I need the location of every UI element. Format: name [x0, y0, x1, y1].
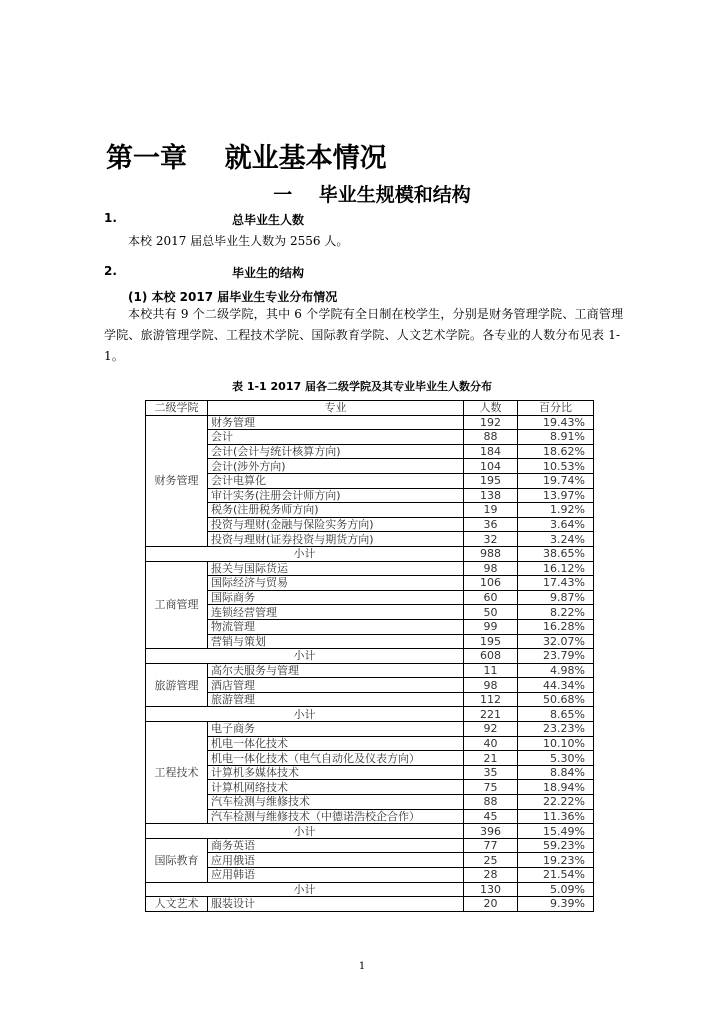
- percentage-cell: 11.36%: [518, 809, 594, 824]
- table-row: [146, 415, 594, 430]
- college-cell: 工程技术: [146, 722, 208, 824]
- count-cell: 32: [464, 532, 518, 547]
- percentage-cell: 19.74%: [518, 473, 594, 488]
- percentage-cell: 18.62%: [518, 444, 594, 459]
- table-row: [146, 736, 594, 751]
- count-cell: 40: [464, 736, 518, 751]
- subtotal-count: 221: [464, 707, 518, 722]
- major-cell: 财务管理: [208, 415, 464, 430]
- major-cell: 审计实务(注册会计师方向): [208, 488, 464, 503]
- college-cell: 财务管理: [146, 415, 208, 546]
- table-header-row: [146, 401, 594, 416]
- subtotal-count: 396: [464, 824, 518, 839]
- heading-1-text: 总毕业生人数: [232, 213, 305, 227]
- college-cell: 工商管理: [146, 561, 208, 649]
- major-cell: 会计(涉外方向): [208, 459, 464, 474]
- major-cell: 汽车检测与维修技术（中德诺浩校企合作）: [208, 809, 464, 824]
- major-cell: 会计(会计与统计核算方向): [208, 444, 464, 459]
- subtotal-count: 130: [464, 882, 518, 897]
- table-row: [146, 751, 594, 766]
- table-row: [146, 634, 594, 649]
- subtotal-row: [146, 882, 594, 897]
- percentage-cell: 21.54%: [518, 868, 594, 883]
- table-row: [146, 517, 594, 532]
- percentage-cell: 16.28%: [518, 619, 594, 634]
- section-title: 一 毕业生规模和结构: [273, 184, 471, 206]
- percentage-cell: 19.43%: [518, 415, 594, 430]
- table-row: [146, 561, 594, 576]
- subtotal-count: 988: [464, 546, 518, 561]
- table-row: [146, 473, 594, 488]
- table-row: [146, 590, 594, 605]
- percentage-cell: 50.68%: [518, 692, 594, 707]
- subtotal-percentage: 38.65%: [518, 546, 594, 561]
- subtotal-label: 小计: [146, 546, 464, 561]
- percentage-cell: 8.84%: [518, 765, 594, 780]
- count-cell: 11: [464, 663, 518, 678]
- percentage-cell: 23.23%: [518, 722, 594, 737]
- count-cell: 45: [464, 809, 518, 824]
- heading-2-number: 2.: [104, 264, 117, 278]
- table-row: [146, 853, 594, 868]
- page-number: 1: [358, 961, 366, 972]
- major-cell: 应用韩语: [208, 868, 464, 883]
- major-cell: 旅游管理: [208, 692, 464, 707]
- table-row: [146, 678, 594, 693]
- table-row: [146, 692, 594, 707]
- table-row: [146, 795, 594, 810]
- count-cell: 60: [464, 590, 518, 605]
- count-cell: 92: [464, 722, 518, 737]
- college-cell: 旅游管理: [146, 663, 208, 707]
- major-cell: 会计: [208, 430, 464, 445]
- table-row: [146, 663, 594, 678]
- header-percentage: 百分比: [518, 401, 594, 416]
- major-cell: 国际商务: [208, 590, 464, 605]
- percentage-cell: 32.07%: [518, 634, 594, 649]
- count-cell: 184: [464, 444, 518, 459]
- subtotal-label: 小计: [146, 824, 464, 839]
- table-row: [146, 780, 594, 795]
- major-cell: 物流管理: [208, 619, 464, 634]
- percentage-cell: 1.92%: [518, 503, 594, 518]
- table-row: [146, 576, 594, 591]
- major-cell: 机电一体化技术: [208, 736, 464, 751]
- table-caption: 表 1-1 2017 届各二级学院及其专业毕业生人数分布: [232, 380, 492, 393]
- percentage-cell: 19.23%: [518, 853, 594, 868]
- percentage-cell: 18.94%: [518, 780, 594, 795]
- count-cell: 192: [464, 415, 518, 430]
- count-cell: 77: [464, 838, 518, 853]
- percentage-cell: 9.39%: [518, 897, 594, 912]
- percentage-cell: 13.97%: [518, 488, 594, 503]
- table-row: [146, 444, 594, 459]
- major-cell: 营销与策划: [208, 634, 464, 649]
- subtotal-percentage: 8.65%: [518, 707, 594, 722]
- count-cell: 138: [464, 488, 518, 503]
- major-cell: 税务(注册税务师方向): [208, 503, 464, 518]
- major-cell: 电子商务: [208, 722, 464, 737]
- count-cell: 98: [464, 678, 518, 693]
- percentage-cell: 10.53%: [518, 459, 594, 474]
- subheading-major-distribution: (1) 本校 2017 届毕业生专业分布情况: [128, 290, 338, 304]
- percentage-cell: 44.34%: [518, 678, 594, 693]
- college-cell: 人文艺术: [146, 897, 208, 912]
- major-cell: 会计电算化: [208, 473, 464, 488]
- percentage-cell: 22.22%: [518, 795, 594, 810]
- table-row: [146, 809, 594, 824]
- subtotal-row: [146, 649, 594, 664]
- table-row: [146, 838, 594, 853]
- major-cell: 计算机网络技术: [208, 780, 464, 795]
- major-cell: 投资与理财(证券投资与期货方向): [208, 532, 464, 547]
- percentage-cell: 8.91%: [518, 430, 594, 445]
- subtotal-count: 608: [464, 649, 518, 664]
- subtotal-percentage: 15.49%: [518, 824, 594, 839]
- subtotal-row: [146, 707, 594, 722]
- header-college: 二级学院: [146, 401, 208, 416]
- count-cell: 50: [464, 605, 518, 620]
- table-row: [146, 722, 594, 737]
- major-cell: 应用俄语: [208, 853, 464, 868]
- major-cell: 高尔夫服务与管理: [208, 663, 464, 678]
- major-cell: 国际经济与贸易: [208, 576, 464, 591]
- subtotal-percentage: 23.79%: [518, 649, 594, 664]
- count-cell: 195: [464, 634, 518, 649]
- distribution-table: [145, 400, 594, 912]
- table-row: [146, 488, 594, 503]
- table-row: [146, 868, 594, 883]
- percentage-cell: 59.23%: [518, 838, 594, 853]
- paragraph-total-graduates: 本校 2017 届总毕业生人数为 2556 人。: [128, 234, 349, 248]
- header-major: 专业: [208, 401, 464, 416]
- count-cell: 36: [464, 517, 518, 532]
- paragraph-college-overview: 本校共有 9 个二级学院，其中 6 个学院有全日制在校学生，分别是财务管理学院、工商管理学院、旅游管理学院、工程技术学院、国际教育学院、人文艺术学院。各专业的人数分布见表 1-1。: [104, 307, 624, 363]
- count-cell: 88: [464, 430, 518, 445]
- major-cell: 报关与国际货运: [208, 561, 464, 576]
- count-cell: 75: [464, 780, 518, 795]
- percentage-cell: 3.24%: [518, 532, 594, 547]
- table-row: [146, 532, 594, 547]
- count-cell: 98: [464, 561, 518, 576]
- count-cell: 35: [464, 765, 518, 780]
- header-count: 人数: [464, 401, 518, 416]
- percentage-cell: 5.30%: [518, 751, 594, 766]
- count-cell: 28: [464, 868, 518, 883]
- subtotal-percentage: 5.09%: [518, 882, 594, 897]
- subtotal-row: [146, 546, 594, 561]
- major-cell: 商务英语: [208, 838, 464, 853]
- table-row: [146, 619, 594, 634]
- chapter-title: 第一章 就业基本情况: [106, 143, 387, 174]
- table-row: [146, 765, 594, 780]
- major-cell: 连锁经营管理: [208, 605, 464, 620]
- table-row: [146, 897, 594, 912]
- table-row: [146, 503, 594, 518]
- count-cell: 99: [464, 619, 518, 634]
- percentage-cell: 9.87%: [518, 590, 594, 605]
- major-cell: 服装设计: [208, 897, 464, 912]
- count-cell: 19: [464, 503, 518, 518]
- major-cell: 汽车检测与维修技术: [208, 795, 464, 810]
- count-cell: 104: [464, 459, 518, 474]
- count-cell: 25: [464, 853, 518, 868]
- percentage-cell: 4.98%: [518, 663, 594, 678]
- table-row: [146, 605, 594, 620]
- percentage-cell: 17.43%: [518, 576, 594, 591]
- subtotal-label: 小计: [146, 707, 464, 722]
- college-cell: 国际教育: [146, 838, 208, 882]
- table-row: [146, 459, 594, 474]
- major-cell: 计算机多媒体技术: [208, 765, 464, 780]
- count-cell: 106: [464, 576, 518, 591]
- heading-2-text: 毕业生的结构: [232, 266, 305, 280]
- count-cell: 195: [464, 473, 518, 488]
- count-cell: 21: [464, 751, 518, 766]
- subtotal-label: 小计: [146, 649, 464, 664]
- heading-1-number: 1.: [104, 211, 117, 225]
- major-cell: 机电一体化技术（电气自动化及仪表方向）: [208, 751, 464, 766]
- count-cell: 88: [464, 795, 518, 810]
- percentage-cell: 10.10%: [518, 736, 594, 751]
- subtotal-label: 小计: [146, 882, 464, 897]
- percentage-cell: 8.22%: [518, 605, 594, 620]
- percentage-cell: 16.12%: [518, 561, 594, 576]
- table-row: [146, 430, 594, 445]
- percentage-cell: 3.64%: [518, 517, 594, 532]
- count-cell: 112: [464, 692, 518, 707]
- count-cell: 20: [464, 897, 518, 912]
- major-cell: 投资与理财(金融与保险实务方向): [208, 517, 464, 532]
- subtotal-row: [146, 824, 594, 839]
- table-body: [146, 415, 594, 911]
- major-cell: 酒店管理: [208, 678, 464, 693]
